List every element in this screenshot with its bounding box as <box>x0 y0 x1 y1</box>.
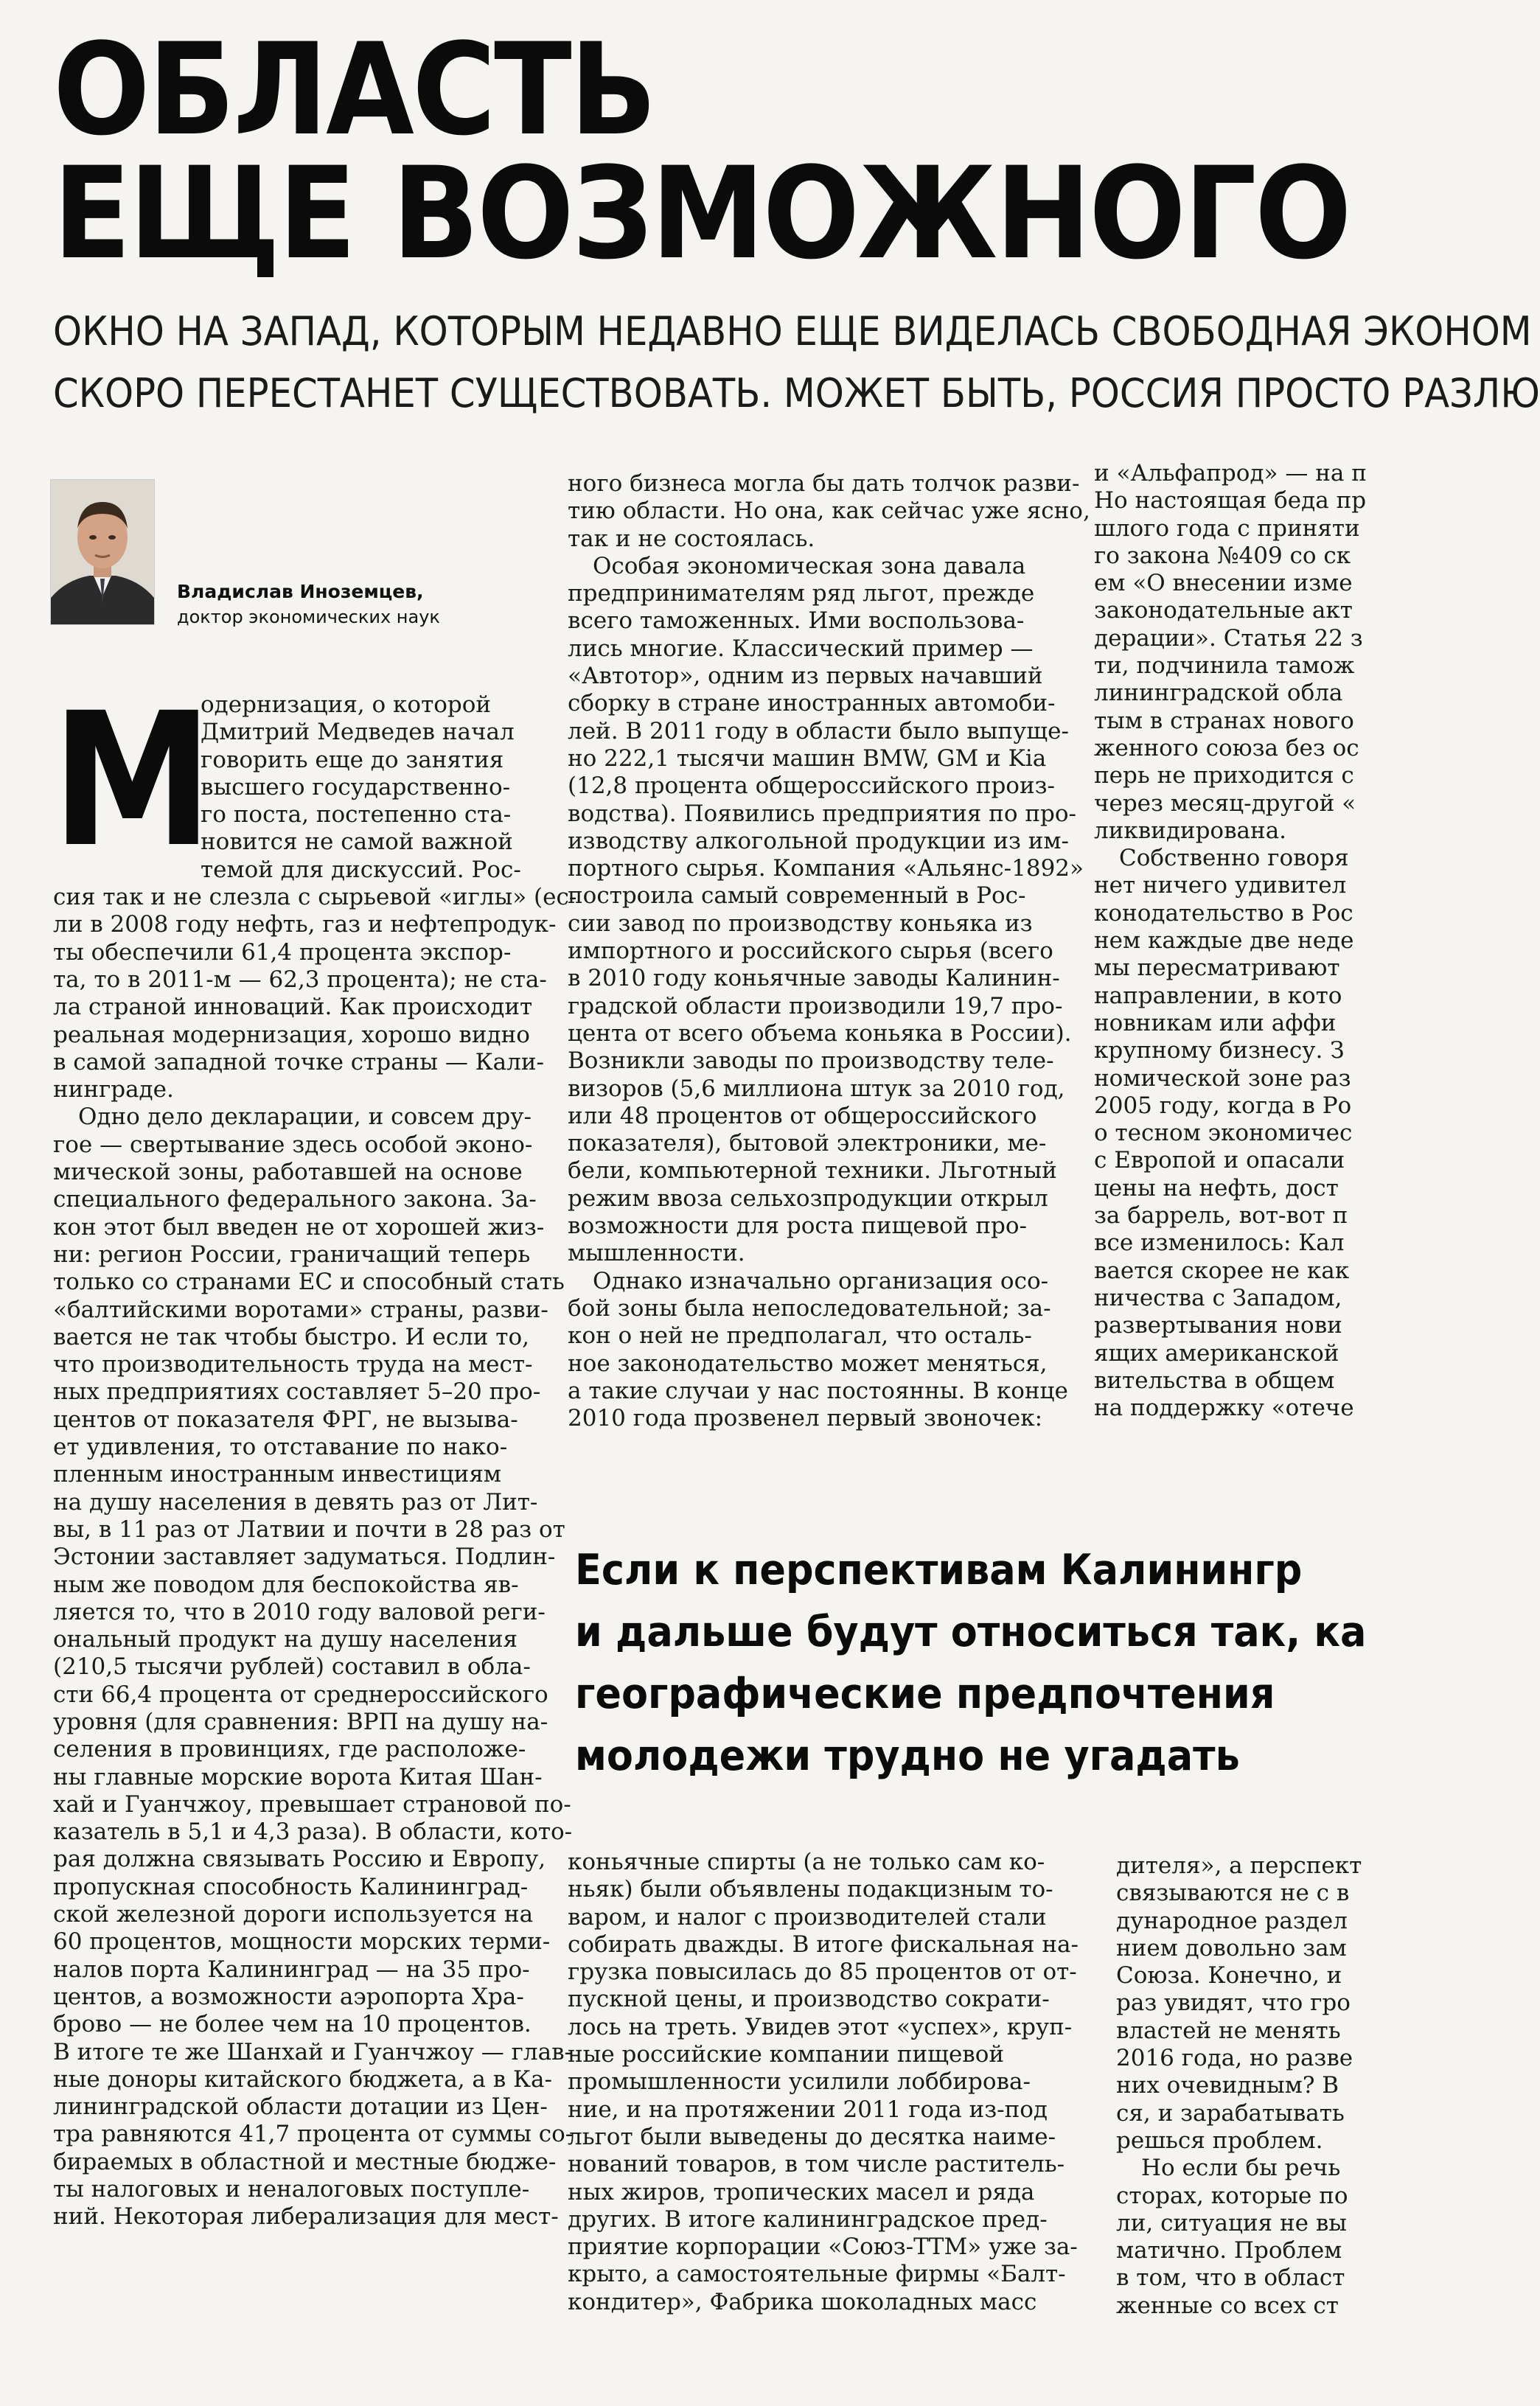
text-line: нием довольно зам <box>1116 1934 1347 1962</box>
text-line: ний. Некоторая либерализация для мест- <box>53 2203 559 2231</box>
text-line: всего таможенных. Ими воспользова- <box>568 607 1025 635</box>
article-column-2-lower <box>568 1849 1079 2316</box>
text-line: го поста, постепенно ста- <box>201 801 512 829</box>
text-line: развертывания нови <box>1094 1312 1342 1339</box>
text-line: лось на треть. Увидев этот «успех», круп- <box>568 2013 1073 2040</box>
text-line: кондитер», Фабрика шоколадных масс <box>568 2288 1037 2315</box>
text-line: или 48 процентов от общероссийского <box>568 1102 1037 1129</box>
text-line: конодательство в Рос <box>1094 899 1353 927</box>
text-line: дителя», а перспект <box>1116 1852 1362 1879</box>
text-line: нет ничего удивител <box>1094 872 1347 899</box>
text-line: варом, и налог с производителей стали <box>568 1903 1047 1931</box>
text-line: ные российские компании пищевой <box>568 2041 1005 2068</box>
text-line: бираемых в областной и местные бюдже- <box>53 2148 557 2175</box>
text-line: ньяк) были объявлены подакцизным то- <box>568 1876 1053 1903</box>
text-line: новится не самой важной <box>201 829 513 856</box>
text-line: мы пересматривают <box>1094 955 1340 982</box>
text-line: в 2010 году коньячные заводы Калинин- <box>568 965 1060 992</box>
text-line: ных жиров, тропических масел и ряда <box>568 2178 1035 2206</box>
text-line: новникам или аффи <box>1094 1009 1337 1036</box>
text-line: раз увидят, что гро <box>1116 1990 1351 2017</box>
text-line: ла страной инноваций. Как происходит <box>53 994 533 1021</box>
text-line: В итоге те же Шанхай и Гуанчжоу — глав- <box>53 2038 573 2065</box>
text-line: пропускная способность Калининград- <box>53 1873 529 1900</box>
text-line: приятие корпорации «Союз-ТТМ» уже за- <box>568 2234 1078 2261</box>
text-line: нем каждые две неде <box>1094 927 1354 955</box>
pull-quote-line: и дальше будут относиться так, ка <box>575 1608 1367 1656</box>
text-line: направлении, в кото <box>1094 982 1342 1009</box>
text-line: показателя), бытовой электроники, ме- <box>568 1130 1047 1157</box>
text-line: вительства в общем <box>1094 1367 1335 1394</box>
article-subheadline <box>53 301 1540 425</box>
text-line: собирать дважды. В итоге фискальная на- <box>568 1931 1079 1958</box>
text-line: градской области производили 19,7 про- <box>568 992 1063 1019</box>
text-line: «балтийскими воротами» страны, разви- <box>53 1296 548 1323</box>
text-line: только со странами ЕС и способный стать <box>53 1269 565 1296</box>
text-line: 2005 году, когда в Ро <box>1094 1092 1352 1119</box>
text-line: импортного и российского сырья (всего <box>568 938 1053 965</box>
article-column-2 <box>568 470 1090 1432</box>
drop-cap: М <box>52 673 213 888</box>
text-line: законодательные акт <box>1094 597 1353 624</box>
text-line: тию области. Но она, как сейчас уже ясно, <box>568 498 1090 525</box>
text-line: связываются не с в <box>1116 1880 1350 1907</box>
text-line: режим ввоза сельхозпродукции открыл <box>568 1185 1048 1212</box>
text-line: женного союза без ос <box>1094 734 1359 761</box>
text-line: мической зоны, работавшей на основе <box>53 1159 523 1186</box>
article-column-3-lower <box>1116 1852 1382 2320</box>
text-line: Эстонии заставляет задуматься. Подлин- <box>53 1544 556 1571</box>
text-line: сии завод по производству коньяка из <box>568 910 1033 937</box>
text-line: решься проблем. <box>1116 2127 1323 2154</box>
text-line: сборку в стране иностранных автомоби- <box>568 690 1056 717</box>
pull-quote <box>575 1539 1457 1787</box>
text-line: гое — свертывание здесь особой эконо- <box>53 1131 533 1158</box>
text-line: перь не приходится с <box>1094 762 1354 789</box>
text-line: тра равняются 41,7 процента от суммы со- <box>53 2121 574 2148</box>
text-line: темой для дискуссий. Рос- <box>201 856 521 883</box>
text-line: ничества с Западом, <box>1094 1284 1342 1311</box>
text-line: ящих американской <box>1094 1339 1339 1367</box>
text-line: портного сырья. Компания «Альянс-1892» <box>568 855 1084 882</box>
text-line: ным же поводом для беспокойства яв- <box>53 1571 519 1598</box>
text-line: на душу населения в девять раз от Лит- <box>53 1488 538 1516</box>
text-line: мышленности. <box>568 1240 745 1267</box>
text-line: Но если бы речь <box>1141 2155 1341 2182</box>
text-line: Собственно говоря <box>1119 845 1349 872</box>
text-line: о тесном экономичес <box>1094 1120 1353 1147</box>
headline-line-2: ЕЩЕ ВОЗМОЖНОГО <box>53 139 1350 287</box>
text-line: 60 процентов, мощности морских терми- <box>53 1928 551 1956</box>
author-photo <box>50 479 155 625</box>
text-line: в том, что в област <box>1116 2264 1345 2292</box>
text-line: ской железной дороги используется на <box>53 1901 534 1928</box>
pull-quote-line: молодежи трудно не угадать <box>575 1732 1240 1780</box>
text-line: пленным иностранным инвестициям <box>53 1461 502 1488</box>
text-line: на поддержку «отече <box>1094 1395 1354 1422</box>
text-line: хай и Гуанчжоу, превышает страновой по- <box>53 1790 571 1818</box>
text-line: 2016 года, но разве <box>1116 2045 1353 2072</box>
text-line: Возникли заводы по производству теле- <box>568 1047 1054 1075</box>
text-line: налов порта Калининград — на 35 про- <box>53 1956 530 1983</box>
article-column-1 <box>52 673 577 2231</box>
text-line: коньячные спирты (а не только сам ко- <box>568 1849 1045 1875</box>
text-line: брово — не более чем на 10 процентов. <box>53 2011 532 2038</box>
text-line: нований товаров, в том числе раститель- <box>568 2151 1065 2178</box>
text-line: возможности для роста пищевой про- <box>568 1213 1027 1240</box>
pull-quote-line: географические предпочтения <box>575 1670 1275 1718</box>
text-line: номической зоне раз <box>1094 1064 1351 1092</box>
text-line: лининградской обла <box>1094 680 1343 707</box>
text-line: сторах, которые по <box>1116 2182 1348 2209</box>
text-line: женные со всех ст <box>1116 2292 1339 2319</box>
text-line: Но настоящая беда пр <box>1094 487 1367 515</box>
text-line: 2010 года прозвенел первый звоночек: <box>568 1405 1043 1432</box>
text-line: властей не менять <box>1116 2017 1341 2044</box>
text-line: сти 66,4 процента от среднероссийского <box>53 1681 548 1708</box>
text-line: высшего государственно- <box>201 773 511 801</box>
text-line: специального федерального закона. За- <box>53 1186 537 1213</box>
text-line: «Автотор», одним из первых начавший <box>568 663 1043 690</box>
text-line: построила самый современный в Рос- <box>568 882 1026 910</box>
text-line: центов, а возможности аэропорта Хра- <box>53 1983 524 2010</box>
text-line: что производительность труда на мест- <box>53 1351 533 1378</box>
text-line: льгот были выведены до десятка наиме- <box>568 2123 1056 2150</box>
text-line: крупному бизнесу. З <box>1094 1037 1345 1064</box>
text-line: одернизация, о которой <box>201 691 492 718</box>
pull-quote-line: Если к перспективам Калинингр <box>575 1546 1303 1594</box>
author-byline <box>177 579 440 630</box>
text-line: Особая экономическая зона давала <box>593 552 1026 579</box>
text-line: (12,8 процента общероссийского произ- <box>568 773 1055 800</box>
text-line: ты обеспечили 61,4 процента экспор- <box>53 938 512 966</box>
text-line: водства). Появились предприятия по про- <box>568 800 1076 827</box>
author-portrait-icon <box>51 480 154 624</box>
text-line: с Европой и опасали <box>1094 1147 1345 1174</box>
text-line: цены на нефть, дост <box>1094 1174 1339 1202</box>
text-line: ет удивления, то отставание по нако- <box>53 1434 508 1461</box>
text-line: ны главные морские ворота Китая Шан- <box>53 1763 543 1790</box>
article-headline <box>53 15 1350 287</box>
text-line: дународное раздел <box>1116 1907 1348 1934</box>
text-line: казатель в 5,1 и 4,3 раза). В области, кото- <box>53 1819 573 1846</box>
text-line: визоров (5,6 миллиона штук за 2010 год, <box>568 1075 1065 1102</box>
text-line: рая должна связывать Россию и Европу, <box>53 1846 546 1873</box>
text-line: ты налоговых и неналоговых поступле- <box>53 2176 530 2203</box>
author-name: Владислав Иноземцев, <box>177 581 424 602</box>
article-column-3 <box>1094 460 1374 1422</box>
text-line: и «Альфапрод» — на п <box>1094 460 1367 487</box>
text-line: реальная модернизация, хорошо видно <box>53 1021 530 1048</box>
text-line: так и не состоялась. <box>568 525 815 552</box>
text-line: крыто, а самостоятельные фирмы «Балт- <box>568 2261 1066 2288</box>
text-line: го закона №409 со ск <box>1094 542 1351 569</box>
text-line: говорить еще до занятия <box>201 746 504 773</box>
text-line: через месяц-другой « <box>1094 789 1356 817</box>
text-line: дерации». Статья 22 з <box>1094 624 1363 652</box>
text-line: ся, и зарабатывать <box>1116 2099 1345 2127</box>
text-line: грузка повысилась до 85 процентов от от- <box>568 1959 1077 1986</box>
text-line: (210,5 тысячи рублей) составил в обла- <box>53 1653 531 1681</box>
subhead-line-1: ОКНО НА ЗАПАД, КОТОРЫМ НЕДАВНО ЕЩЕ ВИДЕЛАСЬ СВОБОДНАЯ ЭКОНОМ <box>53 308 1532 355</box>
text-line: ликвидирована. <box>1094 817 1287 844</box>
text-line: ти, подчинила тамож <box>1094 652 1355 680</box>
headline-line-1: ОБЛАСТЬ <box>53 15 655 164</box>
text-line: та, то в 2011-м — 62,3 процента); не ста- <box>53 966 547 993</box>
text-line: бели, компьютерной техники. Льготный <box>568 1157 1057 1185</box>
text-line: лининградской области дотации из Цен- <box>53 2093 548 2121</box>
text-line: других. В итоге калининградское пред- <box>568 2206 1048 2233</box>
text-line: ных предприятиях составляет 5–20 про- <box>53 1378 541 1406</box>
text-line: уровня (для сравнения: ВРП на душу на- <box>53 1708 548 1735</box>
text-line: цента от всего объема коньяка в России). <box>568 1019 1072 1047</box>
subhead-line-2: СКОРО ПЕРЕСТАНЕТ СУЩЕСТВОВАТЬ. МОЖЕТ БЫТЬ, РОССИЯ ПРОСТО РАЗЛЮ <box>53 370 1540 416</box>
author-title: доктор экономических наук <box>177 607 440 627</box>
text-line: кон о ней не предполагал, что осталь- <box>568 1322 1032 1350</box>
text-line: шлого года с приняти <box>1094 515 1360 542</box>
text-line: пускной цены, и производство сократи- <box>568 1986 1050 2013</box>
text-line: нинграде. <box>53 1076 174 1103</box>
text-line: селения в провинциях, где расположе- <box>53 1736 526 1763</box>
text-line: ли в 2008 году нефть, газ и нефтепродук- <box>53 911 557 938</box>
text-line: Однако изначально организация осо- <box>593 1267 1049 1294</box>
text-line: тым в странах нового <box>1094 707 1354 734</box>
text-line: них очевидным? В <box>1116 2072 1339 2099</box>
text-line: предпринимателям ряд льгот, прежде <box>568 580 1035 607</box>
text-line: ни: регион России, граничащий теперь <box>53 1241 531 1268</box>
text-line: ли, ситуация не вы <box>1116 2209 1347 2236</box>
text-line: лись многие. Классический пример — <box>568 635 1034 662</box>
text-line: сия так и не слезла с сырьевой «иглы» (ес- <box>53 884 577 911</box>
text-line: за баррель, вот-вот п <box>1094 1202 1348 1230</box>
text-line: матично. Проблем <box>1116 2237 1342 2264</box>
text-line: изводству алкогольной продукции из им- <box>568 827 1070 854</box>
text-line: ное законодательство может меняться, <box>568 1350 1048 1377</box>
text-line: промышленности усилили лоббирова- <box>568 2068 1031 2096</box>
text-line: но 222,1 тысячи машин BMW, GM и Kia <box>568 745 1047 772</box>
text-line: ональный продукт на душу населения <box>53 1626 518 1653</box>
text-line: все изменилось: Кал <box>1094 1230 1345 1257</box>
text-line: ного бизнеса могла бы дать толчок разви- <box>568 470 1080 497</box>
text-line: вается не так чтобы быстро. И если то, <box>53 1323 529 1350</box>
text-line: ляется то, что в 2010 году валовой реги- <box>53 1598 546 1625</box>
text-line: вается скорее не как <box>1094 1257 1350 1284</box>
text-line: в самой западной точке страны — Кали- <box>53 1048 544 1075</box>
text-line: ем «О внесении изме <box>1094 570 1353 597</box>
text-line: а такие случаи у нас постоянны. В конце <box>568 1377 1068 1404</box>
text-line: Дмитрий Медведев начал <box>201 719 515 746</box>
text-line: ные доноры китайского бюджета, а в Ка- <box>53 2065 553 2093</box>
text-line: бой зоны была непоследовательной; за- <box>568 1294 1051 1322</box>
text-line: вы, в 11 раз от Латвии и почти в 28 раз от <box>53 1516 565 1543</box>
text-line: центов от показателя ФРГ, не вызыва- <box>53 1406 518 1433</box>
text-line: лей. В 2011 году в области было выпуще- <box>568 717 1069 745</box>
text-line: ние, и на протяжении 2011 года из-под <box>568 2096 1048 2123</box>
text-line: Одно дело декларации, и совсем дру- <box>78 1103 532 1131</box>
text-line: кон этот был введен не от хорошей жиз- <box>53 1213 545 1241</box>
text-line: Союза. Конечно, и <box>1116 1962 1342 1990</box>
